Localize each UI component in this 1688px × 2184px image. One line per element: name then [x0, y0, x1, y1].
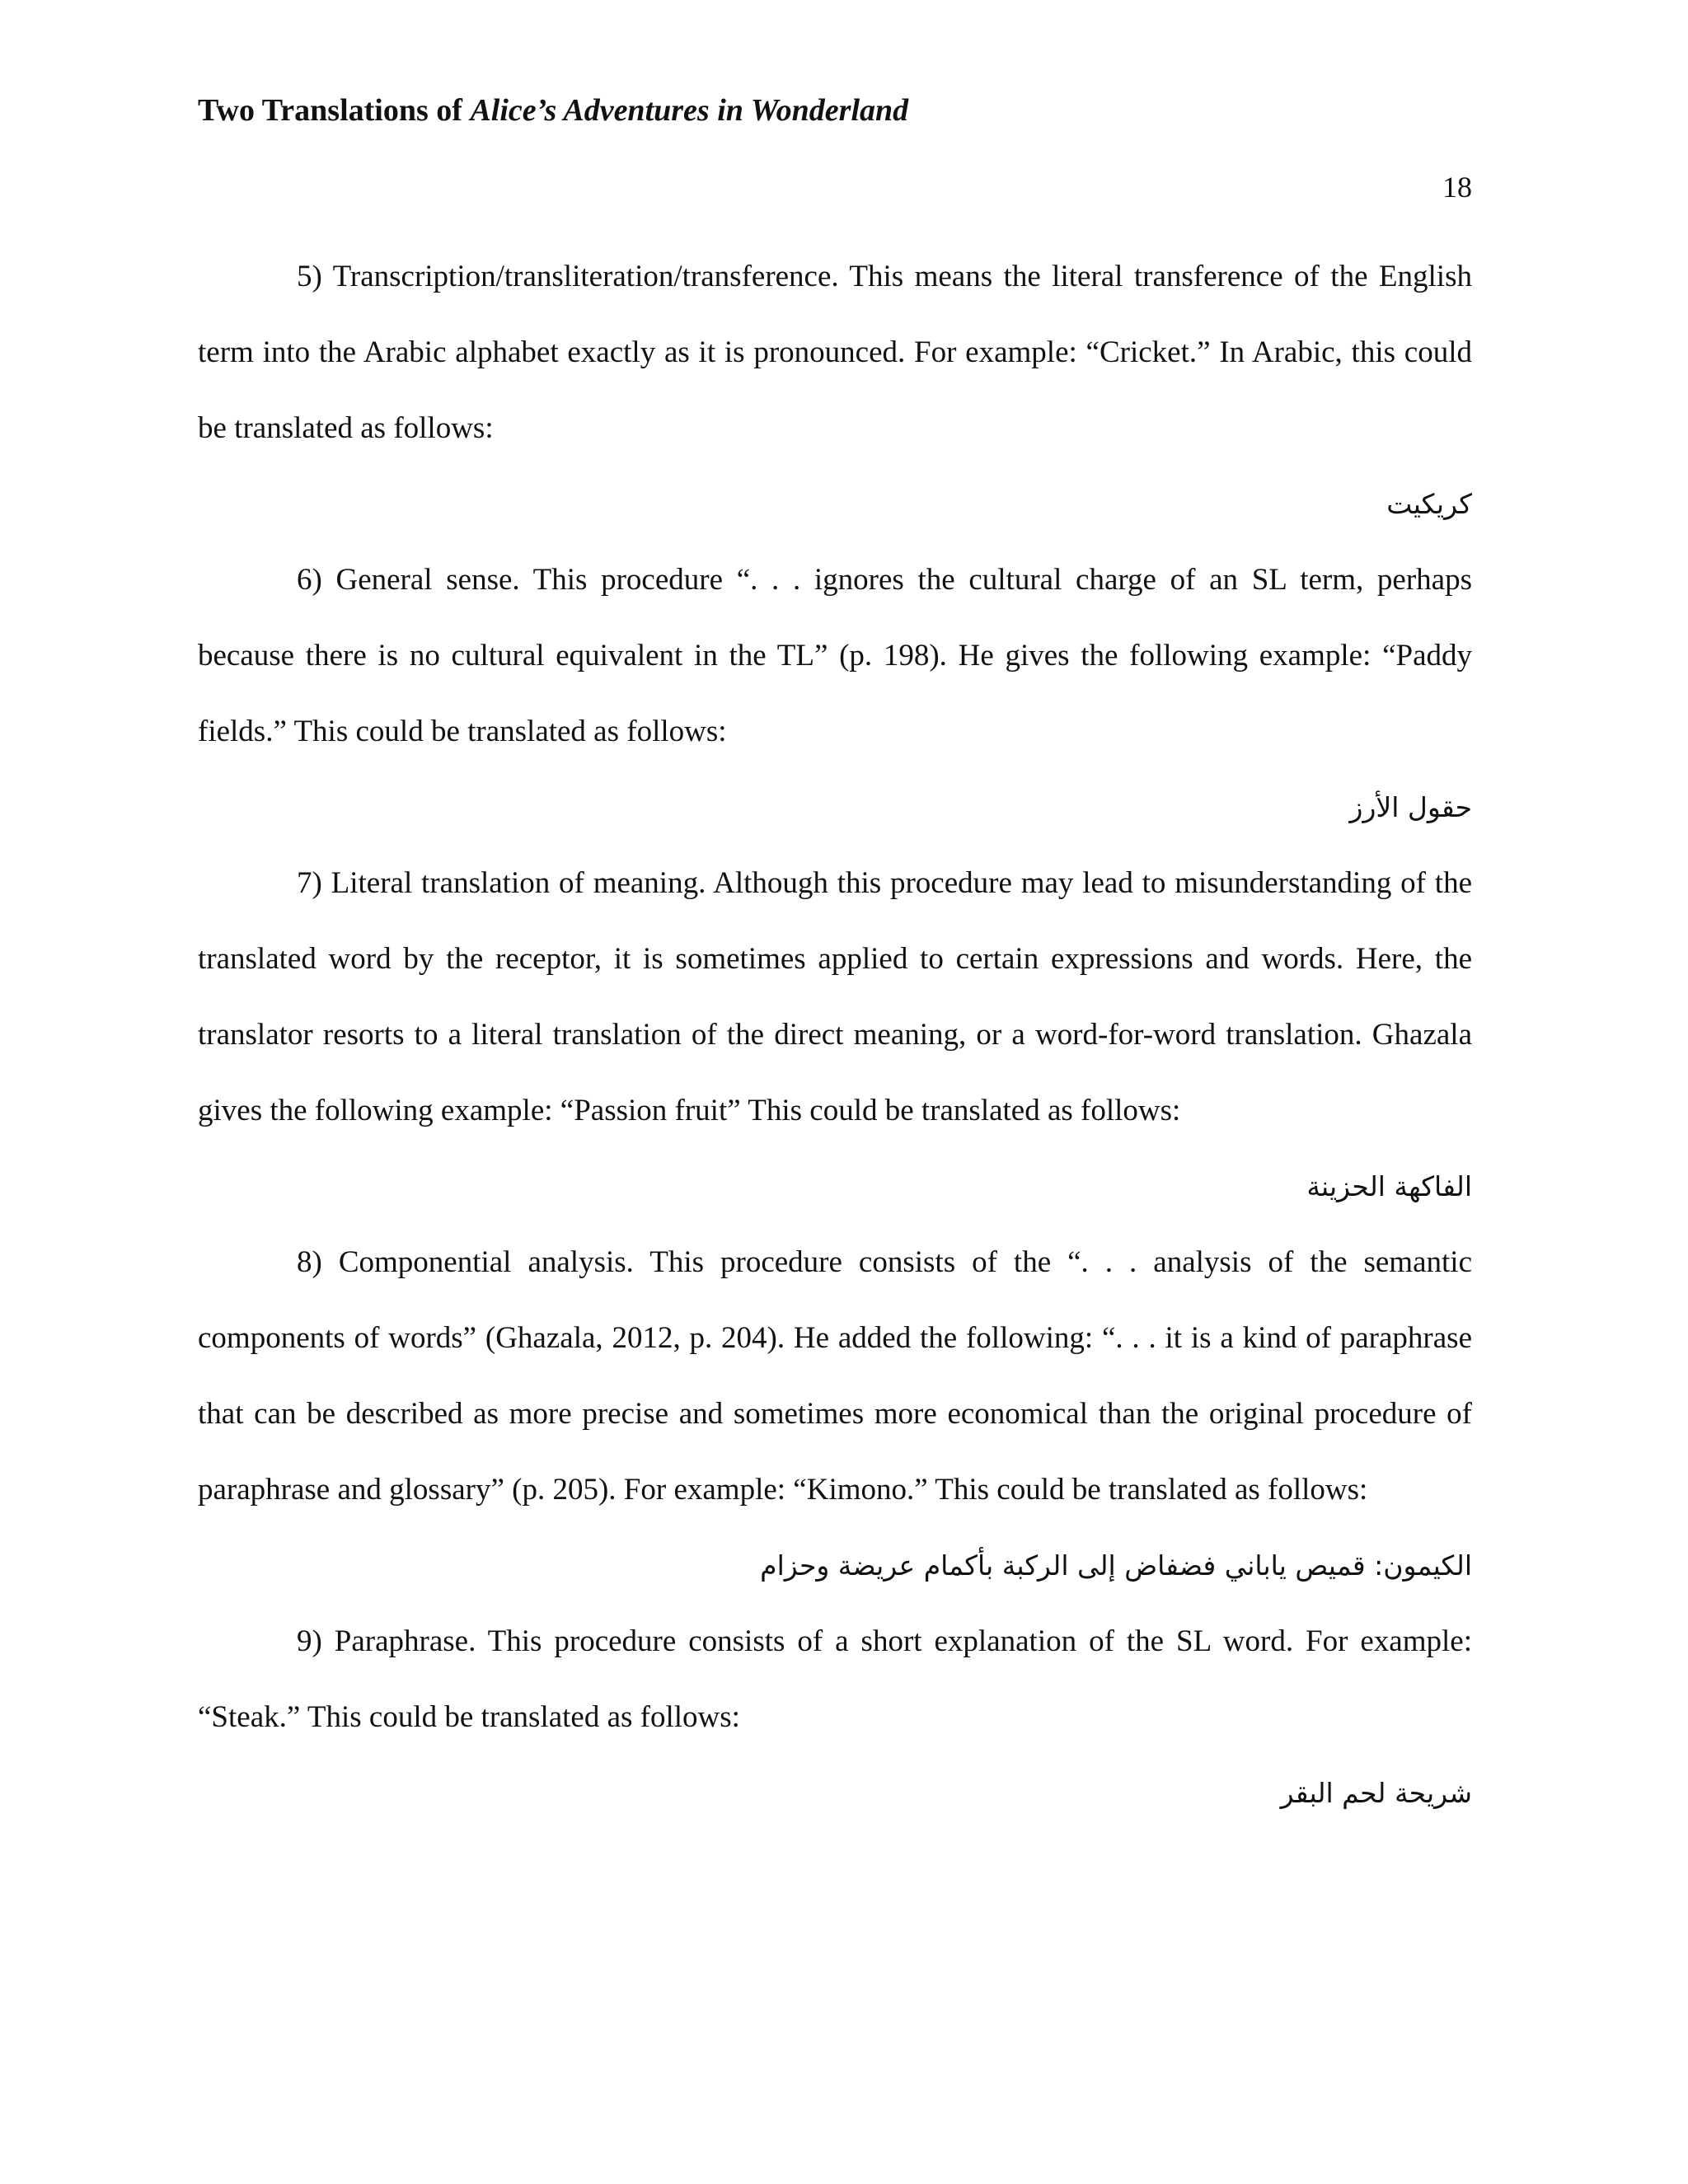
paragraph-componential-analysis: 8) Componential analysis. This procedure consists of the “. . . analysis of the semantic components of words” (Ghazala, 2012, p. 204). He added the following: “. . . it is a kind of paraphrase that can be described as more precise and sometimes more economical than the original procedure of paraphrase and glossary” (p. 205). For example: “Kimono.” This could be translated as follows: [198, 1245, 1472, 1507]
header-prefix: Two Translations of [198, 93, 471, 128]
page-number: 18 [1442, 171, 1472, 204]
paragraph-general-sense: 6) General sense. This procedure “. . . ignores the cultural charge of an SL term, perhaps because there is no cultural equivalent in the TL” (p. 198). He gives the following example: “Paddy fields.” This could be translated as follows: [198, 563, 1472, 748]
arabic-example-cricket: كريكيت [1386, 488, 1472, 520]
running-header [198, 92, 908, 129]
arabic-example-steak: شريحة لحم البقر [1280, 1777, 1472, 1809]
arabic-example-kimono: الكيمون: قميص ياباني فضفاض إلى الركبة بأكمام عريضة وحزام [760, 1549, 1472, 1582]
arabic-example-passion-fruit: الفاكهة الحزينة [1306, 1170, 1472, 1202]
header-title-italic: Alice’s Adventures in Wonderland [470, 93, 909, 128]
paragraph-transcription: 5) Transcription/transliteration/transference. This means the literal transference of the English term into the Arabic alphabet exactly as it is pronounced. For example: “Cricket.” In Arabic, this could be translated as follows: [198, 260, 1472, 445]
body-text [198, 239, 1472, 1831]
arabic-example-paddy-fields: حقول الأرز [1349, 791, 1472, 823]
paragraph-paraphrase: 9) Paraphrase. This procedure consists of a short explanation of the SL word. For example: “Steak.” This could be translated as follows: [198, 1624, 1472, 1734]
paragraph-literal-translation: 7) Literal translation of meaning. Although this procedure may lead to misunderstanding of the translated word by the receptor, it is sometimes applied to certain expressions and words. Here, the translator resorts to a literal translation of the direct meaning, or a word-for-word translation. Ghazala gives the following example: “Passion fruit” This could be translated as follows: [198, 866, 1472, 1127]
